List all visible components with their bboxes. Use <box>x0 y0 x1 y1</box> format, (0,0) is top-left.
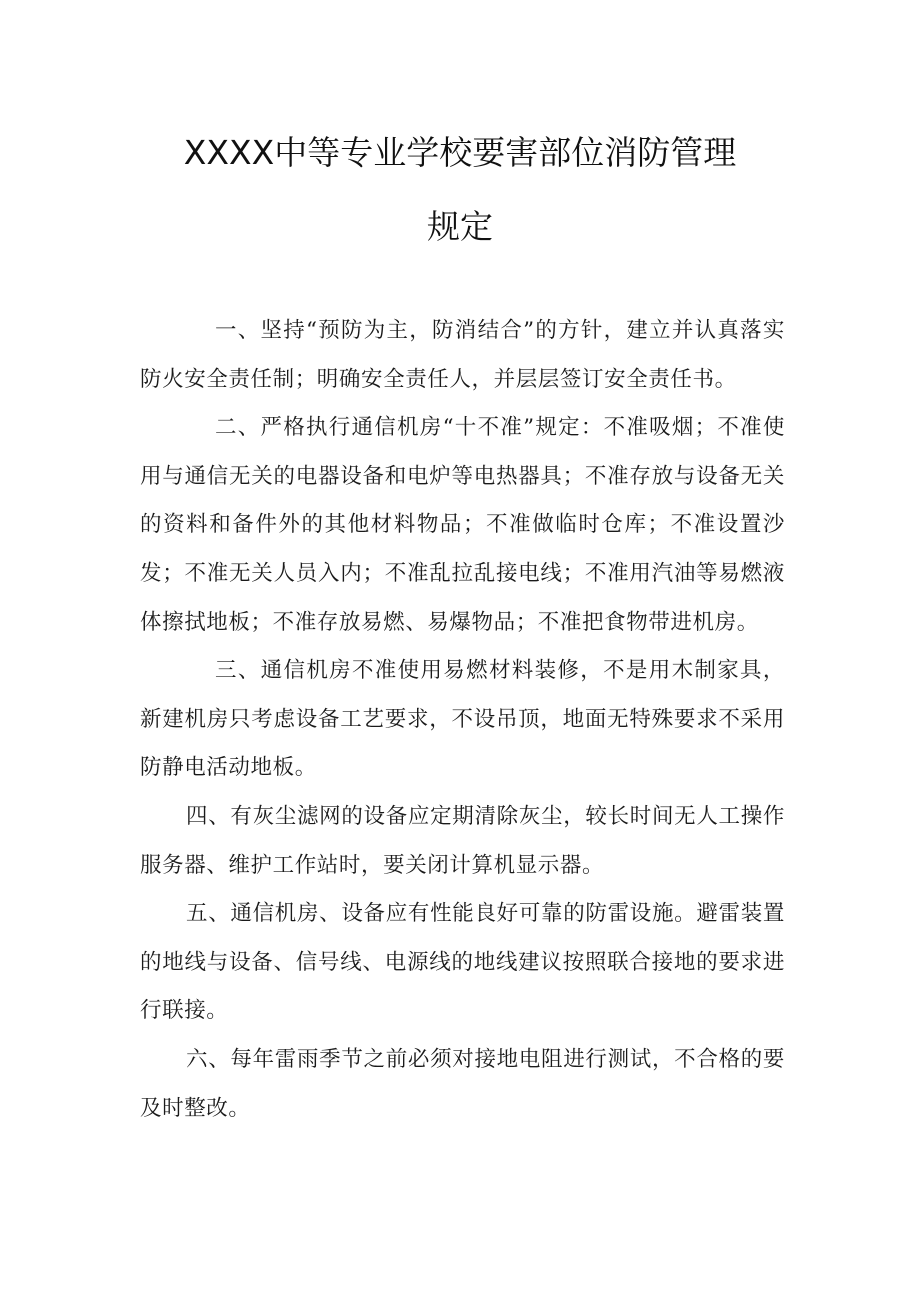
paragraph-3: 三、通信机房不准使用易燃材料装修，不是用木制家具，新建机房只考虑设备工艺要求，不设吊顶，地面无特殊要求不采用防静电活动地板。 <box>140 658 785 781</box>
document-title-line1: XXXX中等专业学校要害部位消防管理 <box>183 133 737 172</box>
paragraph-4: 四、有灰尘滤网的设备应定期清除灰尘，较长时间无人工操作服务器、维护工作站时，要关闭计算机显示器。 <box>140 803 785 878</box>
document-title-line2: 规定 <box>427 207 493 246</box>
paragraph-1: 一、坚持“预防为主，防消结合”的方针，建立并认真落实防火安全责任制；明确安全责任人，并层层签订安全责任书。 <box>140 318 785 392</box>
paragraph-6: 六、每年雷雨季节之前必须对接地电阻进行测试，不合格的要及时整改。 <box>140 1046 785 1121</box>
paragraph-2: 二、严格执行通信机房“十不准”规定：不准吸烟；不准使用与通信无关的电器设备和电炉等电热器具；不准存放与设备无关的资料和备件外的其他材料物品；不准做临时仓库；不准设置沙发；不准无关人员入内；不准乱拉乱接电线；不准用汽油等易燃液体擦拭地板；不准存放易燃、易爆物品；不准把食物带进机房。 <box>140 415 785 635</box>
paragraph-5: 五、通信机房、设备应有性能良好可靠的防雷设施。避雷装置的地线与设备、信号线、电源线的地线建议按照联合接地的要求进行联接。 <box>140 901 785 1024</box>
document-body <box>140 307 785 1133</box>
